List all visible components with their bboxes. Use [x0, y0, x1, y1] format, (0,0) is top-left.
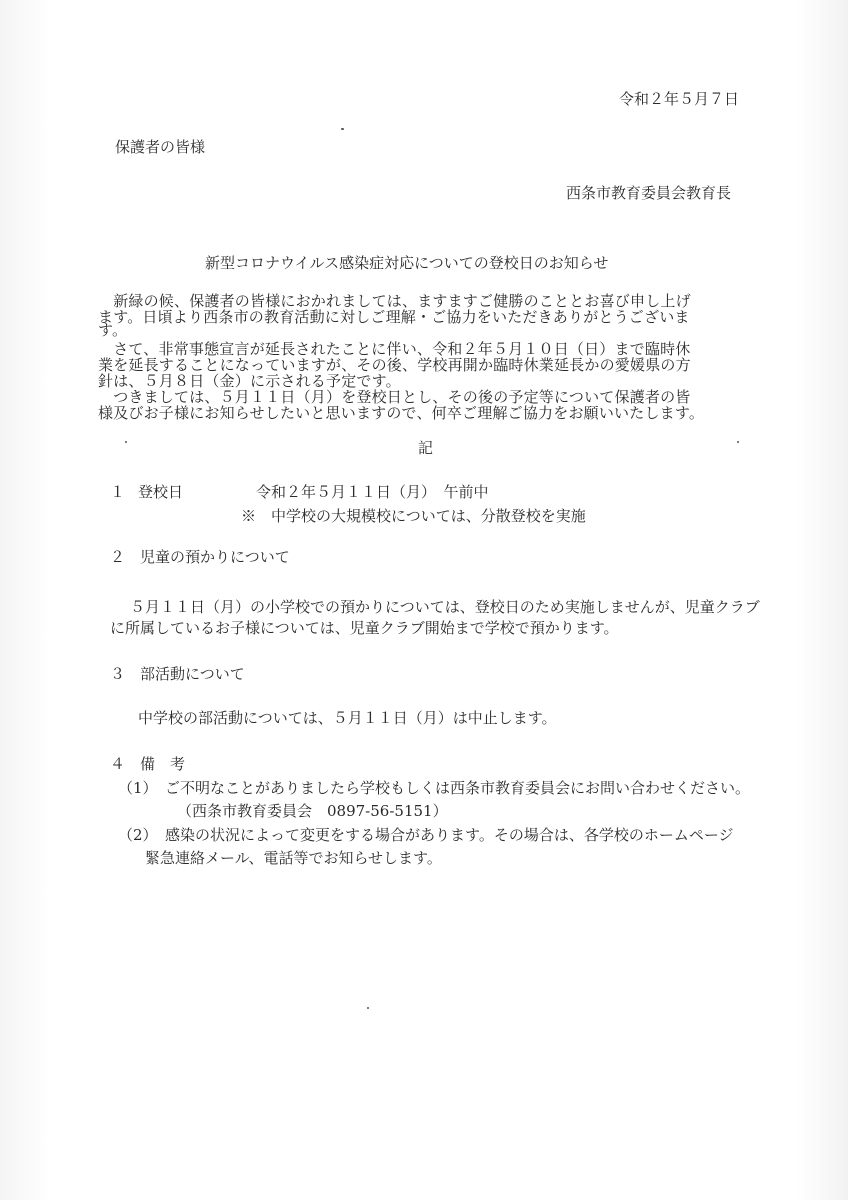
intro-line: す。	[98, 321, 128, 339]
document-title: 新型コロナウイルス感染症対応についての登校日のお知らせ	[205, 254, 609, 272]
intro-paragraph	[98, 293, 748, 421]
section2-line: に所属しているお子様については、児童クラブ開始まで学校で預かります。	[110, 619, 619, 637]
scan-speck	[125, 441, 127, 443]
sender: 西条市教育委員会教育長	[566, 184, 732, 202]
section1-value: 令和２年５月１１日（月） 午前中	[256, 483, 489, 501]
section3-text: 中学校の部活動については、５月１１日（月）は中止します。	[138, 709, 557, 727]
section2-heading: ２ 児童の預かりについて	[110, 548, 290, 566]
intro-line: ます。日頃より西条市の教育活動に対しご理解・ご協力をいただきありがとうございま	[98, 308, 690, 326]
section1-label: 登校日	[138, 483, 184, 501]
document-date: 令和２年５月７日	[619, 90, 740, 108]
section4-item1: （1） ご不明なことがありましたら学校もしくは西条市教育委員会にお問い合わせください。	[118, 779, 751, 797]
ki-heading: 記	[418, 439, 434, 457]
scan-speck	[341, 128, 344, 130]
section4-heading: ４ 備 考	[110, 755, 186, 773]
section4-item2-cont: 緊急連絡メール、電話等でお知らせします。	[145, 849, 442, 867]
section1-note: ※ 中学校の大規模校については、分散登校を実施	[241, 507, 586, 525]
intro-line: さて、非常事態宣言が延長されたことに伴い、令和２年５月１０日（日）まで臨時休	[98, 340, 691, 358]
intro-line: 様及びお子様にお知らせしたいと思いますので、何卒ご理解ご協力をお願いいたします。	[98, 404, 705, 422]
recipient: 保護者の皆様	[115, 138, 206, 156]
section1-number: １	[110, 483, 126, 501]
section2-line: ５月１１日（月）の小学校での預かりについては、登校日のため実施しませんが、児童クラブ	[130, 598, 760, 616]
intro-line: 新緑の候、保護者の皆様におかれましては、ますますご健勝のこととお喜び申し上げ	[98, 292, 691, 310]
section3-heading: ３ 部活動について	[110, 665, 245, 683]
intro-line: 業を延長することになっていますが、その後、学校再開か臨時休業延長かの愛媛県の方	[98, 356, 691, 374]
intro-line: つきましては、５月１１日（月）を登校日とし、その後の予定等について保護者の皆	[98, 388, 691, 406]
section4-item2: （2） 感染の状況によって変更をする場合があります。その場合は、各学校のホームページ	[118, 826, 734, 844]
contact-info: （西条市教育委員会 0897-56-5151）	[177, 802, 448, 820]
intro-line: 針は、５月８日（金）に示される予定です。	[98, 372, 401, 390]
scan-speck	[367, 1007, 369, 1009]
scan-speck	[737, 441, 739, 443]
